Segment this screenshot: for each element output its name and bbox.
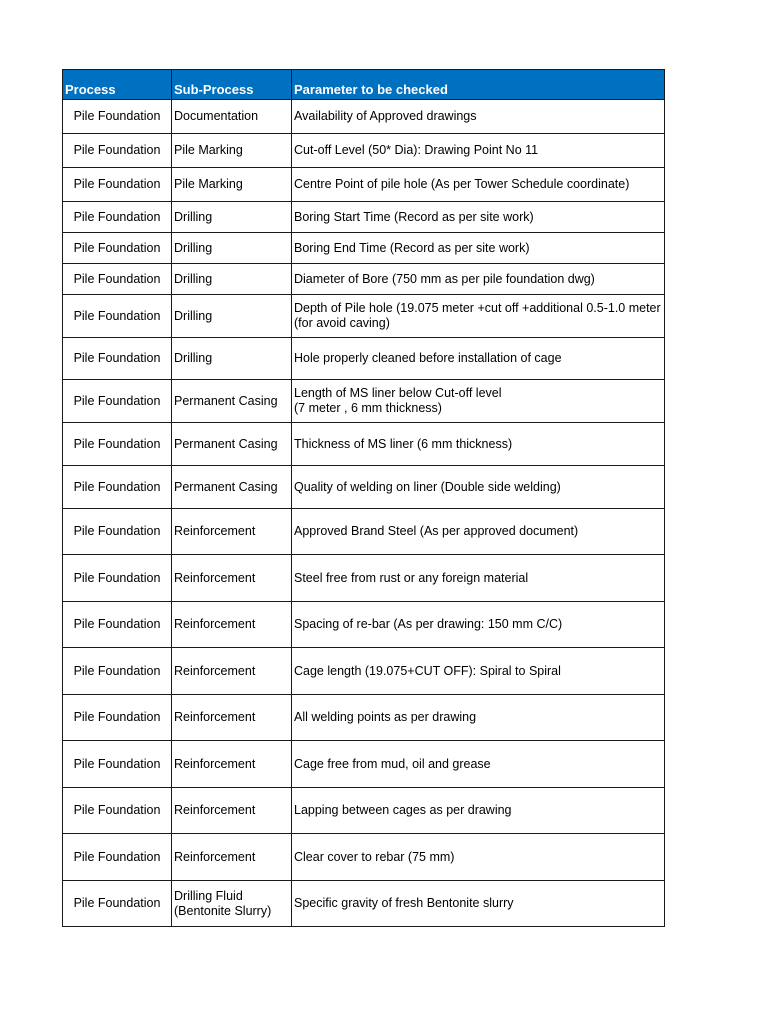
cell-sub-process-text: Drilling (174, 351, 213, 365)
cell-sub-process (172, 741, 292, 788)
cell-process: Pile Foundation (63, 602, 172, 648)
cell-sub-process (172, 423, 292, 466)
cell-sub-process-text: Drilling Fluid (Bentonite Slurry) (174, 888, 272, 918)
cell-parameter-text: All welding points as per drawing (294, 710, 477, 724)
table-row (63, 834, 665, 881)
cell-parameter (292, 509, 665, 555)
cell-parameter (292, 555, 665, 602)
cell-process: Pile Foundation (63, 423, 172, 466)
cell-sub-process-text: Reinforcement (174, 617, 256, 631)
cell-parameter (292, 134, 665, 168)
table-row (63, 168, 665, 202)
cell-parameter (292, 741, 665, 788)
cell-sub-process-text: Documentation (174, 109, 259, 123)
cell-sub-process-text: Drilling (174, 240, 213, 255)
cell-process: Pile Foundation (63, 695, 172, 741)
cell-parameter (292, 466, 665, 509)
header-process: Process (63, 70, 172, 100)
cell-parameter-text: Length of MS liner below Cut-off level (7 meter , 6 mm thickness) (294, 386, 502, 415)
cell-parameter (292, 168, 665, 202)
cell-parameter (292, 834, 665, 881)
table-row (63, 741, 665, 788)
cell-parameter (292, 788, 665, 834)
cell-sub-process-text: Reinforcement (174, 524, 256, 538)
cell-parameter (292, 423, 665, 466)
table-row (63, 338, 665, 380)
cell-process: Pile Foundation (63, 741, 172, 788)
cell-parameter (292, 295, 665, 338)
cell-sub-process-text: Drilling (174, 271, 213, 286)
cell-process: Pile Foundation (63, 648, 172, 695)
header-parameter: Parameter to be checked (292, 70, 665, 100)
cell-parameter-text: Cage free from mud, oil and grease (294, 756, 491, 771)
checklist-table (62, 69, 665, 927)
table-row (63, 423, 665, 466)
cell-parameter (292, 881, 665, 927)
cell-parameter (292, 380, 665, 423)
table-row (63, 648, 665, 695)
table-row (63, 100, 665, 134)
cell-sub-process-text: Reinforcement (174, 570, 256, 585)
cell-parameter-text: Diameter of Bore (750 mm as per pile foundation dwg) (294, 271, 595, 286)
cell-sub-process-text: Reinforcement (174, 803, 256, 817)
table-row (63, 555, 665, 602)
header-row (63, 70, 665, 100)
cell-sub-process-text: Drilling (174, 308, 213, 323)
cell-sub-process (172, 466, 292, 509)
cell-process: Pile Foundation (63, 168, 172, 202)
cell-sub-process-text: Reinforcement (174, 849, 256, 864)
cell-sub-process (172, 168, 292, 202)
table-row (63, 295, 665, 338)
cell-sub-process-text: Reinforcement (174, 663, 256, 678)
cell-parameter (292, 695, 665, 741)
cell-parameter-text: Spacing of re-bar (As per drawing: 150 mm C/C) (294, 617, 563, 631)
cell-parameter (292, 202, 665, 233)
table-row (63, 380, 665, 423)
table-row (63, 509, 665, 555)
cell-parameter-text: Depth of Pile hole (19.075 meter +cut off +additional 0.5-1.0 meter (for avoid caving) (294, 301, 661, 330)
cell-parameter-text: Hole properly cleaned before installation of cage (294, 351, 562, 365)
cell-process: Pile Foundation (63, 788, 172, 834)
cell-parameter-text: Cage length (19.075+CUT OFF): Spiral to Spiral (294, 663, 561, 678)
cell-sub-process (172, 602, 292, 648)
cell-sub-process-text: Permanent Casing (174, 479, 278, 494)
cell-process: Pile Foundation (63, 881, 172, 927)
cell-sub-process-text: Pile Marking (174, 143, 243, 157)
cell-parameter-text: Boring End Time (Record as per site work) (294, 240, 530, 255)
cell-sub-process (172, 788, 292, 834)
table-row (63, 602, 665, 648)
table-row (63, 788, 665, 834)
cell-sub-process (172, 100, 292, 134)
cell-parameter-text: Boring Start Time (Record as per site work) (294, 209, 534, 224)
table-row (63, 264, 665, 295)
cell-sub-process (172, 233, 292, 264)
cell-sub-process-text: Reinforcement (174, 710, 256, 724)
cell-process: Pile Foundation (63, 555, 172, 602)
cell-process: Pile Foundation (63, 466, 172, 509)
cell-parameter (292, 602, 665, 648)
cell-sub-process (172, 695, 292, 741)
cell-sub-process-text: Permanent Casing (174, 436, 278, 451)
cell-sub-process (172, 295, 292, 338)
table-row (63, 202, 665, 233)
cell-sub-process-text: Permanent Casing (174, 393, 278, 408)
cell-process: Pile Foundation (63, 380, 172, 423)
cell-sub-process-text: Drilling (174, 209, 213, 224)
cell-parameter-text: Clear cover to rebar (75 mm) (294, 849, 455, 864)
cell-process: Pile Foundation (63, 295, 172, 338)
cell-process: Pile Foundation (63, 202, 172, 233)
table-row (63, 134, 665, 168)
cell-sub-process (172, 834, 292, 881)
cell-parameter-text: Approved Brand Steel (As per approved document) (294, 524, 579, 538)
cell-process: Pile Foundation (63, 134, 172, 168)
header-sub-process: Sub-Process (172, 70, 292, 100)
cell-sub-process-text: Reinforcement (174, 756, 256, 771)
table-row (63, 881, 665, 927)
cell-sub-process (172, 264, 292, 295)
cell-parameter-text: Centre Point of pile hole (As per Tower Schedule coordinate) (294, 177, 630, 191)
cell-parameter (292, 233, 665, 264)
cell-parameter-text: Cut-off Level (50* Dia): Drawing Point No 11 (294, 143, 539, 157)
cell-process: Pile Foundation (63, 100, 172, 134)
cell-process: Pile Foundation (63, 834, 172, 881)
cell-sub-process (172, 881, 292, 927)
table-row (63, 233, 665, 264)
cell-process: Pile Foundation (63, 264, 172, 295)
cell-parameter-text: Thickness of MS liner (6 mm thickness) (294, 436, 513, 451)
cell-sub-process (172, 648, 292, 695)
cell-sub-process (172, 202, 292, 233)
cell-process: Pile Foundation (63, 338, 172, 380)
cell-process: Pile Foundation (63, 233, 172, 264)
cell-parameter (292, 264, 665, 295)
cell-parameter (292, 648, 665, 695)
cell-sub-process (172, 134, 292, 168)
cell-parameter-text: Specific gravity of fresh Bentonite slurry (294, 896, 514, 910)
cell-parameter (292, 338, 665, 380)
checklist-sheet (62, 69, 664, 927)
cell-sub-process-text: Pile Marking (174, 177, 243, 191)
cell-process: Pile Foundation (63, 509, 172, 555)
cell-parameter-text: Steel free from rust or any foreign material (294, 570, 529, 585)
cell-parameter (292, 100, 665, 134)
cell-parameter-text: Availability of Approved drawings (294, 109, 477, 123)
cell-sub-process (172, 555, 292, 602)
cell-sub-process (172, 380, 292, 423)
table-body (63, 100, 665, 927)
table-row (63, 695, 665, 741)
table-row (63, 466, 665, 509)
cell-parameter-text: Lapping between cages as per drawing (294, 803, 512, 817)
cell-parameter-text: Quality of welding on liner (Double side welding) (294, 479, 561, 494)
cell-sub-process (172, 338, 292, 380)
cell-sub-process (172, 509, 292, 555)
